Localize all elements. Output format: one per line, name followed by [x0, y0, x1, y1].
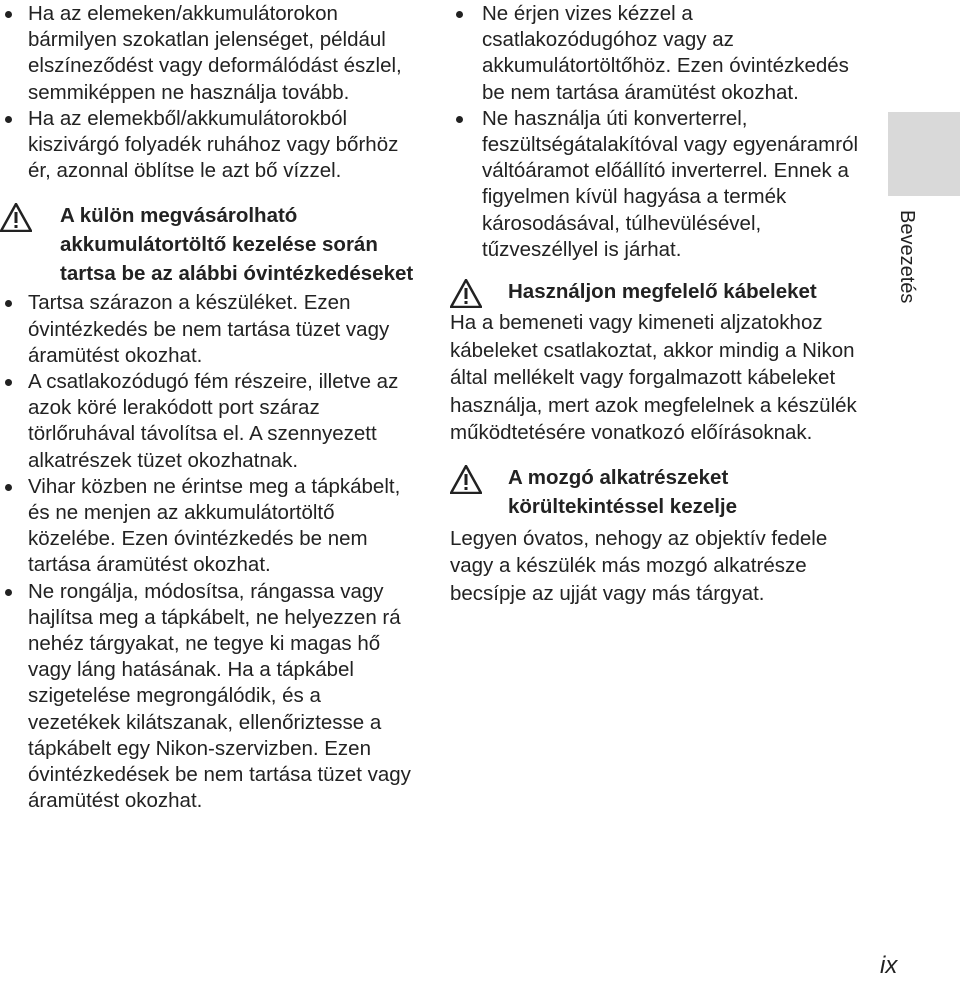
left-column — [0, 0, 415, 814]
section-label: Bevezetés — [896, 210, 918, 304]
right-bullet-list — [450, 1, 870, 263]
list-item: Ne rongálja, módosítsa, rángassa vagy hajlítsa meg a tápkábelt, ne helyezzen rá nehéz tárgyakat, ne tegye ki magas hő vagy láng hatásának. Ha a tápkábel szigetelése megrongálódik, és a vezetékek kilátszanak, ellenőriztesse a tápkábelt egy Nikon-szervizben. Ezen óvintézkedések be nem tartása tüzet vagy áramütést okozhat. — [0, 579, 415, 815]
section-tab — [888, 112, 960, 196]
warning-triangle-icon — [450, 279, 482, 308]
charger-warning-heading — [0, 201, 415, 288]
list-item: Ne érjen vizes kézzel a csatlakozódugóhoz vagy az akkumulátortöltőhöz. Ezen óvintézkedés be nem tartása áramütést okozhat. — [450, 1, 870, 106]
intro-bullet-list — [0, 1, 415, 184]
page-number: ix — [880, 952, 898, 979]
list-item: A csatlakozódugó fém részeire, illetve az azok köré lerakódott port száraz törlőruhával távolítsa el. A szennyezett alkatrészek tüzet okozhatnak. — [0, 369, 415, 474]
right-column — [450, 0, 870, 607]
cables-warning-heading — [450, 277, 870, 306]
charger-warning-title: A külön megvásárolható akkumulátortöltő kezelése során tartsa be az alábbi óvintézkedéseket — [60, 204, 414, 286]
charger-bullet-list — [0, 290, 415, 814]
warning-triangle-icon — [0, 203, 32, 232]
cables-warning-title: Használjon megfelelő kábeleket — [508, 280, 817, 304]
list-item: Ne használja úti konverterrel, feszültségátalakítóval vagy egyenáramról váltóáramot előállító inverterrel. Ennek a figyelmen kívül hagyása a termék károsodásával, túlhevülésével, tűzveszéllyel is járhat. — [450, 106, 870, 263]
list-item: Tartsa szárazon a készüléket. Ezen óvintézkedés be nem tartása tüzet vagy áramütést okozhat. — [0, 290, 415, 369]
moving-parts-warning-title: A mozgó alkatrészeket körültekintéssel kezelje — [508, 465, 738, 518]
cables-warning-body: Ha a bemeneti vagy kimeneti aljzatokhoz kábeleket csatlakoztat, akkor mindig a Nikon által mellékelt vagy forgalmazott kábeleket használja, mert azok megfelelnek a készülék működtetésére vonatkozó előírásoknak. — [450, 311, 857, 445]
moving-parts-warning-body: Legyen óvatos, nehogy az objektív fedele vagy a készülék más mozgó alkatrésze becsípje az ujját vagy más tárgyat. — [450, 526, 828, 605]
warning-triangle-icon — [450, 465, 482, 494]
list-item: Ha az elemeken/akkumulátorokon bármilyen szokatlan jelenséget, például elszíneződést vagy deformálódást észlel, semmiképpen ne használja tovább. — [0, 1, 415, 106]
list-item: Ha az elemekből/akkumulátorokból kiszivárgó folyadék ruhához vagy bőrhöz ér, azonnal öblítse le azt bő vízzel. — [0, 106, 415, 185]
moving-parts-warning-heading — [450, 463, 870, 521]
list-item: Vihar közben ne érintse meg a tápkábelt, és ne menjen az akkumulátortöltő közelébe. Ezen óvintézkedés be nem tartása áramütést okozhat. — [0, 474, 415, 579]
